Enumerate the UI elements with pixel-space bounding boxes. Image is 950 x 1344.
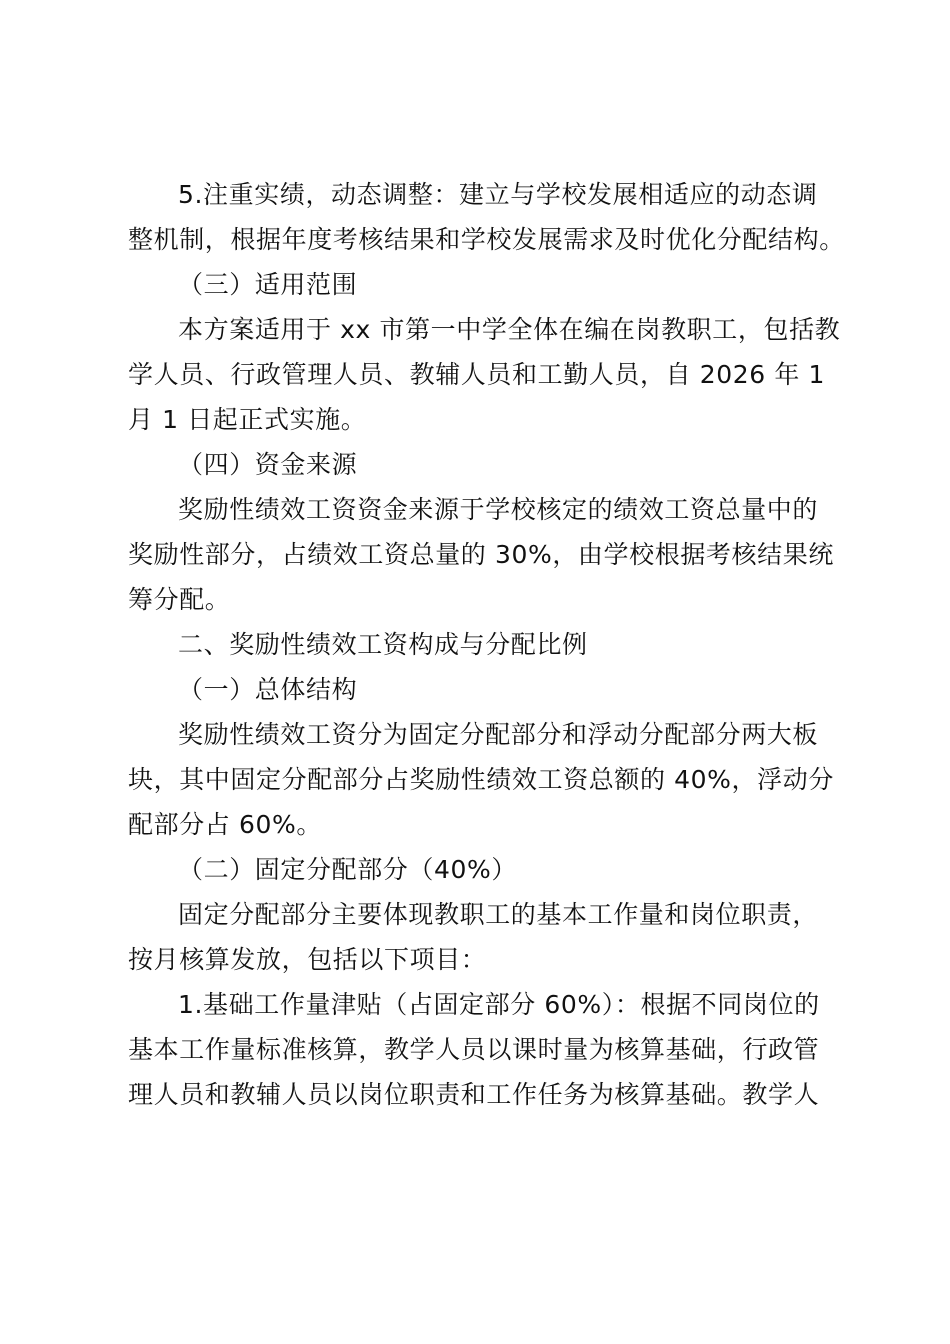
paragraph-line: 本方案适用于 xx 市第一中学全体在编在岗教职工，包括教 bbox=[178, 315, 841, 344]
paragraph-line: 按月核算发放，包括以下项目： bbox=[128, 945, 487, 974]
section-heading: （三）适用范围 bbox=[178, 270, 358, 299]
paragraph-line: 奖励性绩效工资资金来源于学校核定的绩效工资总量中的 bbox=[178, 495, 819, 524]
section-heading: （二）固定分配部分（40%） bbox=[178, 855, 517, 884]
paragraph-line: 基本工作量标准核算，教学人员以课时量为核算基础，行政管 bbox=[128, 1035, 820, 1064]
paragraph-line: 筹分配。 bbox=[128, 585, 231, 614]
paragraph-line: 固定分配部分主要体现教职工的基本工作量和岗位职责， bbox=[178, 900, 819, 929]
paragraph-line: 1.基础工作量津贴（占固定部分 60%）：根据不同岗位的 bbox=[178, 990, 820, 1019]
paragraph-line: 学人员、行政管理人员、教辅人员和工勤人员，自 2026 年 1 bbox=[128, 360, 825, 389]
paragraph-line: 块，其中固定分配部分占奖励性绩效工资总额的 40%，浮动分 bbox=[128, 765, 834, 794]
paragraph-line: 奖励性部分，占绩效工资总量的 30%，由学校根据考核结果统 bbox=[128, 540, 834, 569]
paragraph-line: 配部分占 60%。 bbox=[128, 810, 322, 839]
paragraph-line: 奖励性绩效工资分为固定分配部分和浮动分配部分两大板 bbox=[178, 720, 819, 749]
paragraph-line: 理人员和教辅人员以岗位职责和工作任务为核算基础。教学人 bbox=[128, 1080, 820, 1109]
chapter-heading: 二、奖励性绩效工资构成与分配比例 bbox=[178, 630, 588, 659]
paragraph-line: 月 1 日起正式实施。 bbox=[128, 405, 367, 434]
paragraph-line: 整机制，根据年度考核结果和学校发展需求及时优化分配结构。 bbox=[128, 225, 845, 254]
section-heading: （一）总体结构 bbox=[178, 675, 358, 704]
paragraph-line: 5.注重实绩，动态调整：建立与学校发展相适应的动态调 bbox=[178, 180, 818, 209]
section-heading: （四）资金来源 bbox=[178, 450, 358, 479]
